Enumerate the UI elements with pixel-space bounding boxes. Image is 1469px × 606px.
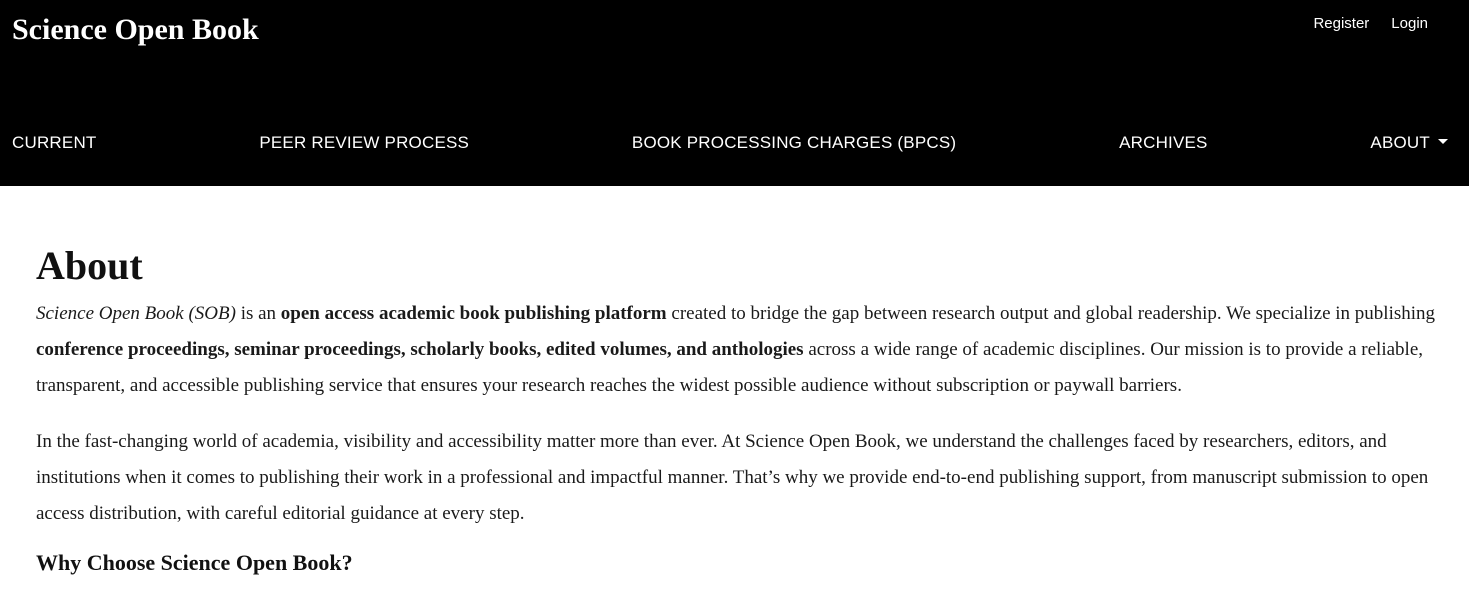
login-link[interactable]: Login — [1391, 15, 1428, 32]
journal-name-italic: Science Open Book (SOB) — [36, 303, 236, 324]
main-content — [36, 186, 1436, 578]
register-link[interactable]: Register — [1313, 15, 1370, 32]
about-paragraph-1 — [36, 296, 1436, 404]
primary-nav — [12, 131, 1448, 155]
nav-item-current[interactable]: CURRENT — [12, 133, 97, 152]
site-title[interactable]: Science Open Book — [12, 13, 259, 46]
nav-item-peer-review-process[interactable]: PEER REVIEW PROCESS — [259, 133, 470, 152]
nav-item-about[interactable] — [1370, 131, 1448, 155]
bold-phrase: open access academic book publishing platform — [280, 303, 667, 324]
nav-item-book-processing-charges[interactable]: BOOK PROCESSING CHARGES (BPCS) — [631, 133, 957, 152]
bold-phrase: conference proceedings, seminar proceedings, scholarly books, edited volumes, and anthologies — [36, 339, 804, 360]
page-title: About — [36, 243, 143, 288]
paragraph-text: is an — [235, 303, 281, 324]
site-header — [0, 0, 1469, 186]
about-paragraph-2: In the fast-changing world of academia, visibility and accessibility matter more than ever. At Science Open Book, we understand the challenges faced by researchers, editors, and institutions when it comes to publishing their work in a professional and impactful manner. That’s why we provide end-to-end publishing support, from manuscript submission to open access distribution, with careful editorial guidance at every step. — [36, 431, 1429, 524]
caret-down-icon[interactable] — [1438, 139, 1448, 144]
nav-item-archives[interactable]: ARCHIVES — [1119, 133, 1208, 152]
paragraph-text: created to bridge the gap between research output and global readership. We specialize in publishing — [666, 303, 1436, 324]
user-nav — [1313, 14, 1428, 34]
nav-item-about-label: ABOUT — [1370, 133, 1430, 152]
section-heading: Why Choose Science Open Book? — [36, 550, 353, 575]
paragraph-text: across a wide range of academic disciplines. Our mission is to provide a reliable, transparent, and accessible publishing service that ensures your research reaches the widest possible audience without subscription or paywall barriers. — [36, 339, 1424, 396]
